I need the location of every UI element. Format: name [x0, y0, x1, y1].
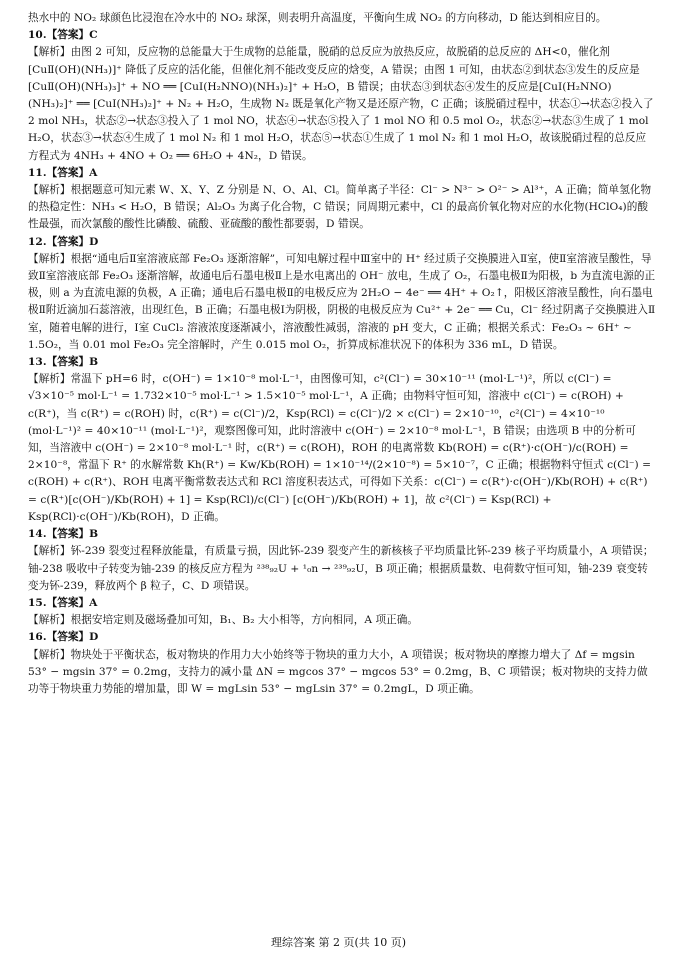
question-number: 14. — [28, 528, 47, 541]
question-14 — [28, 526, 656, 595]
answer-label: 【答案】A — [46, 166, 98, 179]
question-number: 15. — [28, 596, 47, 609]
question-13 — [28, 354, 656, 526]
question-number: 12. — [28, 235, 47, 248]
analysis-text: 【解析】钚-239 裂变过程释放能量，有质量亏损，因此钚-239 裂变产生的新核核子平均质量比钚-239 核子平均质量小，A 项错误；铀-238 吸收中子转变为铀-239 的核反应方程为 ²³⁸₉₂U + ¹₀n → ²³⁹₉₂U，B 项正确；根据质量数、电荷数守恒可知，铀-239 衰变转变为钚-239，释放两个 β 粒子，C、D 项错误。 — [28, 545, 654, 592]
answer-label: 【答案】B — [46, 356, 99, 369]
analysis-text: 【解析】根据安培定则及磁场叠加可知，B₁、B₂ 大小相等，方向相同，A 项正确。 — [28, 614, 419, 627]
analysis-text: 【解析】常温下 pH=6 时，c(OH⁻) = 1×10⁻⁸ mol·L⁻¹，由图像可知，c²(Cl⁻) = 30×10⁻¹¹ (mol·L⁻¹)²，所以 c(Cl⁻) = √3×10⁻⁵ mol·L⁻¹ = 1.732×10⁻⁵ mol·L⁻¹ > 1.5×10⁻⁵ mol·L⁻¹，A 正确；由物料守恒可知，溶液中 c(Cl⁻) = c(ROH) + c(R⁺)，当 c(R⁺) = c(ROH) 时，c(R⁺) = c(Cl⁻)/2，Ksp(RCl) = c(Cl⁻)/2 × c(Cl⁻) = 2×10⁻¹⁰，c²(Cl⁻) = 4×10⁻¹⁰ (mol·L⁻¹)² = 40×10⁻¹¹ (mol·L⁻¹)²，观察图像可知，此时溶液中 c(OH⁻) = 2×10⁻⁸ mol·L⁻¹，B 错误；由选项 B 中的分析可知，当溶液中 c(OH⁻) = 2×10⁻⁸ mol·L⁻¹ 时，c(R⁺) = c(ROH)，ROH 的电离常数 Kb(ROH) = c(R⁺)·c(OH⁻)/c(ROH) = 2×10⁻⁸，常温下 R⁺ 的水解常数 Kh(R⁺) = Kw/Kb(ROH) = 1×10⁻¹⁴/(2×10⁻⁸) = 5×10⁻⁷，C 正确；根据物料守恒式 c(Cl⁻) = c(ROH) + c(R⁺)、ROH 电离平衡常数表达式和 RCl 溶度积表达式，可得如下关系：c(Cl⁻) = c(R⁺)·c(OH⁻)/Kb(ROH) + c(R⁺) = c(R⁺)[c(OH⁻)/Kb(ROH) + 1] = Ksp(RCl)/c(Cl⁻) [c(OH⁻)/Kb(ROH) + 1]，故 c²(Cl⁻) = Ksp(RCl) + Ksp(RCl)·c(OH⁻)/Kb(ROH)，D 正确。 — [28, 373, 652, 523]
analysis-text: 【解析】根据“通电后Ⅱ室溶液底部 Fe₂O₃ 逐渐溶解”，可知电解过程中Ⅲ室中的 H⁺ 经过质子交换膜进入Ⅱ室，使Ⅱ室溶液呈酸性，导致Ⅱ室溶液底部 Fe₂O₃ 逐渐溶解，故通电后石墨电极Ⅱ上是水电离出的 OH⁻ 放电，生成了 O₂，石墨电极Ⅱ为阳极，b 为直流电源的正极，则 a 为直流电源的负极，A 正确；通电后石墨电极Ⅱ的电极反应为 2H₂O − 4e⁻ ══ 4H⁺ + O₂↑，阳极区溶液呈酸性，向石墨电极Ⅱ附近滴加石蕊溶液，出现红色，B 正确；石墨电极Ⅰ为阴极，阴极的电极反应为 Cu²⁺ + 2e⁻ ══ Cu，Cl⁻ 经过阴离子交换膜进入Ⅱ室，随着电解的进行，Ⅰ室 CuCl₂ 溶液浓度逐渐减小，溶液酸性减弱，溶液的 pH 变大，C 正确；根据关系式：Fe₂O₃ ~ 6H⁺ ~ 1.5O₂，当 0.01 mol Fe₂O₃ 完全溶解时，产生 0.015 mol O₂，折算成标准状况下的体积为 336 mL，D 错误。 — [28, 252, 656, 351]
answer-label: 【答案】B — [46, 528, 99, 541]
question-12 — [28, 234, 656, 354]
analysis-text: 【解析】根据题意可知元素 W、X、Y、Z 分别是 N、O、Al、Cl。简单离子半径：Cl⁻ > N³⁻ > O²⁻ > Al³⁺，A 正确；简单氢化物的热稳定性：NH₃ < H₂O，B 错误；Al₂O₃ 为离子化合物，C 错误；同周期元素中，Cl 的最高价氧化物对应的水化物(HClO₄)的酸性最强，而次氯酸的酸性比磷酸、硫酸、亚硫酸的酸性都要弱，D 错误。 — [28, 184, 652, 231]
question-15 — [28, 595, 656, 629]
question-number: 13. — [28, 356, 47, 369]
intro-paragraph: 热水中的 NO₂ 球颜色比浸泡在冷水中的 NO₂ 球深，则表明升高温度，平衡向生成 NO₂ 的方向移动，D 能达到相应目的。 — [28, 12, 607, 24]
question-16 — [28, 629, 656, 698]
question-number: 11. — [28, 166, 47, 179]
question-10 — [28, 27, 656, 165]
question-number: 16. — [28, 631, 47, 644]
answer-content — [28, 10, 656, 698]
question-11 — [28, 165, 656, 234]
answer-label: 【答案】D — [46, 631, 99, 644]
question-number: 10. — [28, 29, 47, 42]
answer-label: 【答案】A — [46, 596, 98, 609]
analysis-text: 【解析】由图 2 可知，反应物的总能量大于生成物的总能量，脱硝的总反应为放热反应，故脱硝的总反应的 ΔH<0，催化剂[CuⅡ(OH)(NH₃)]⁺ 降低了反应的活化能，但催化剂不能改变反应的焓变，A 错误；由图 1 可知，由状态②到状态③发生的反应是[CuⅡ(OH)(NH₃)₃]⁺ + NO ══ [CuⅠ(H₂NNO)(NH₃)₂]⁺ + H₂O，B 错误；由状态③到状态④发生的反应是[CuⅠ(H₂NNO)(NH₃)₂]⁺ ══ [CuⅠ(NH₃)₂]⁺ + N₂ + H₂O，生成物 N₂ 既是氧化产物又是还原产物，C 正确；该脱硝过程中，状态①→状态②投入了 2 mol NH₃，状态②→状态③投入了 1 mol NO，状态④→状态⑤投入了 1 mol NO 和 0.5 mol O₂，状态②→状态③生成了 1 mol H₂O，状态③→状态④生成了 1 mol N₂ 和 1 mol H₂O，状态⑤→状态①生成了 1 mol N₂ 和 1 mol H₂O，故该脱硝过程的总反应方程式为 4NH₃ + 4NO + O₂ ══ 6H₂O + 4N₂，D 错误。 — [28, 46, 654, 162]
analysis-text: 【解析】物块处于平衡状态，板对物块的作用力大小始终等于物块的重力大小，A 项错误；板对物块的摩擦力增大了 Δf = mgsin 53° − mgsin 37° = 0.2mg，支持力的减小量 ΔN = mgcos 37° − mgcos 53° = 0.2mg，B、C 项错误；板对物块的支持力做功等于物块重力势能的增加量，即 W = mgLsin 53° − mgLsin 37° = 0.2mgL，D 项正确。 — [28, 648, 648, 695]
answer-label: 【答案】D — [46, 235, 99, 248]
answer-label: 【答案】C — [46, 29, 98, 42]
page-footer: 理综答案 第 2 页(共 10 页) — [270, 936, 407, 949]
